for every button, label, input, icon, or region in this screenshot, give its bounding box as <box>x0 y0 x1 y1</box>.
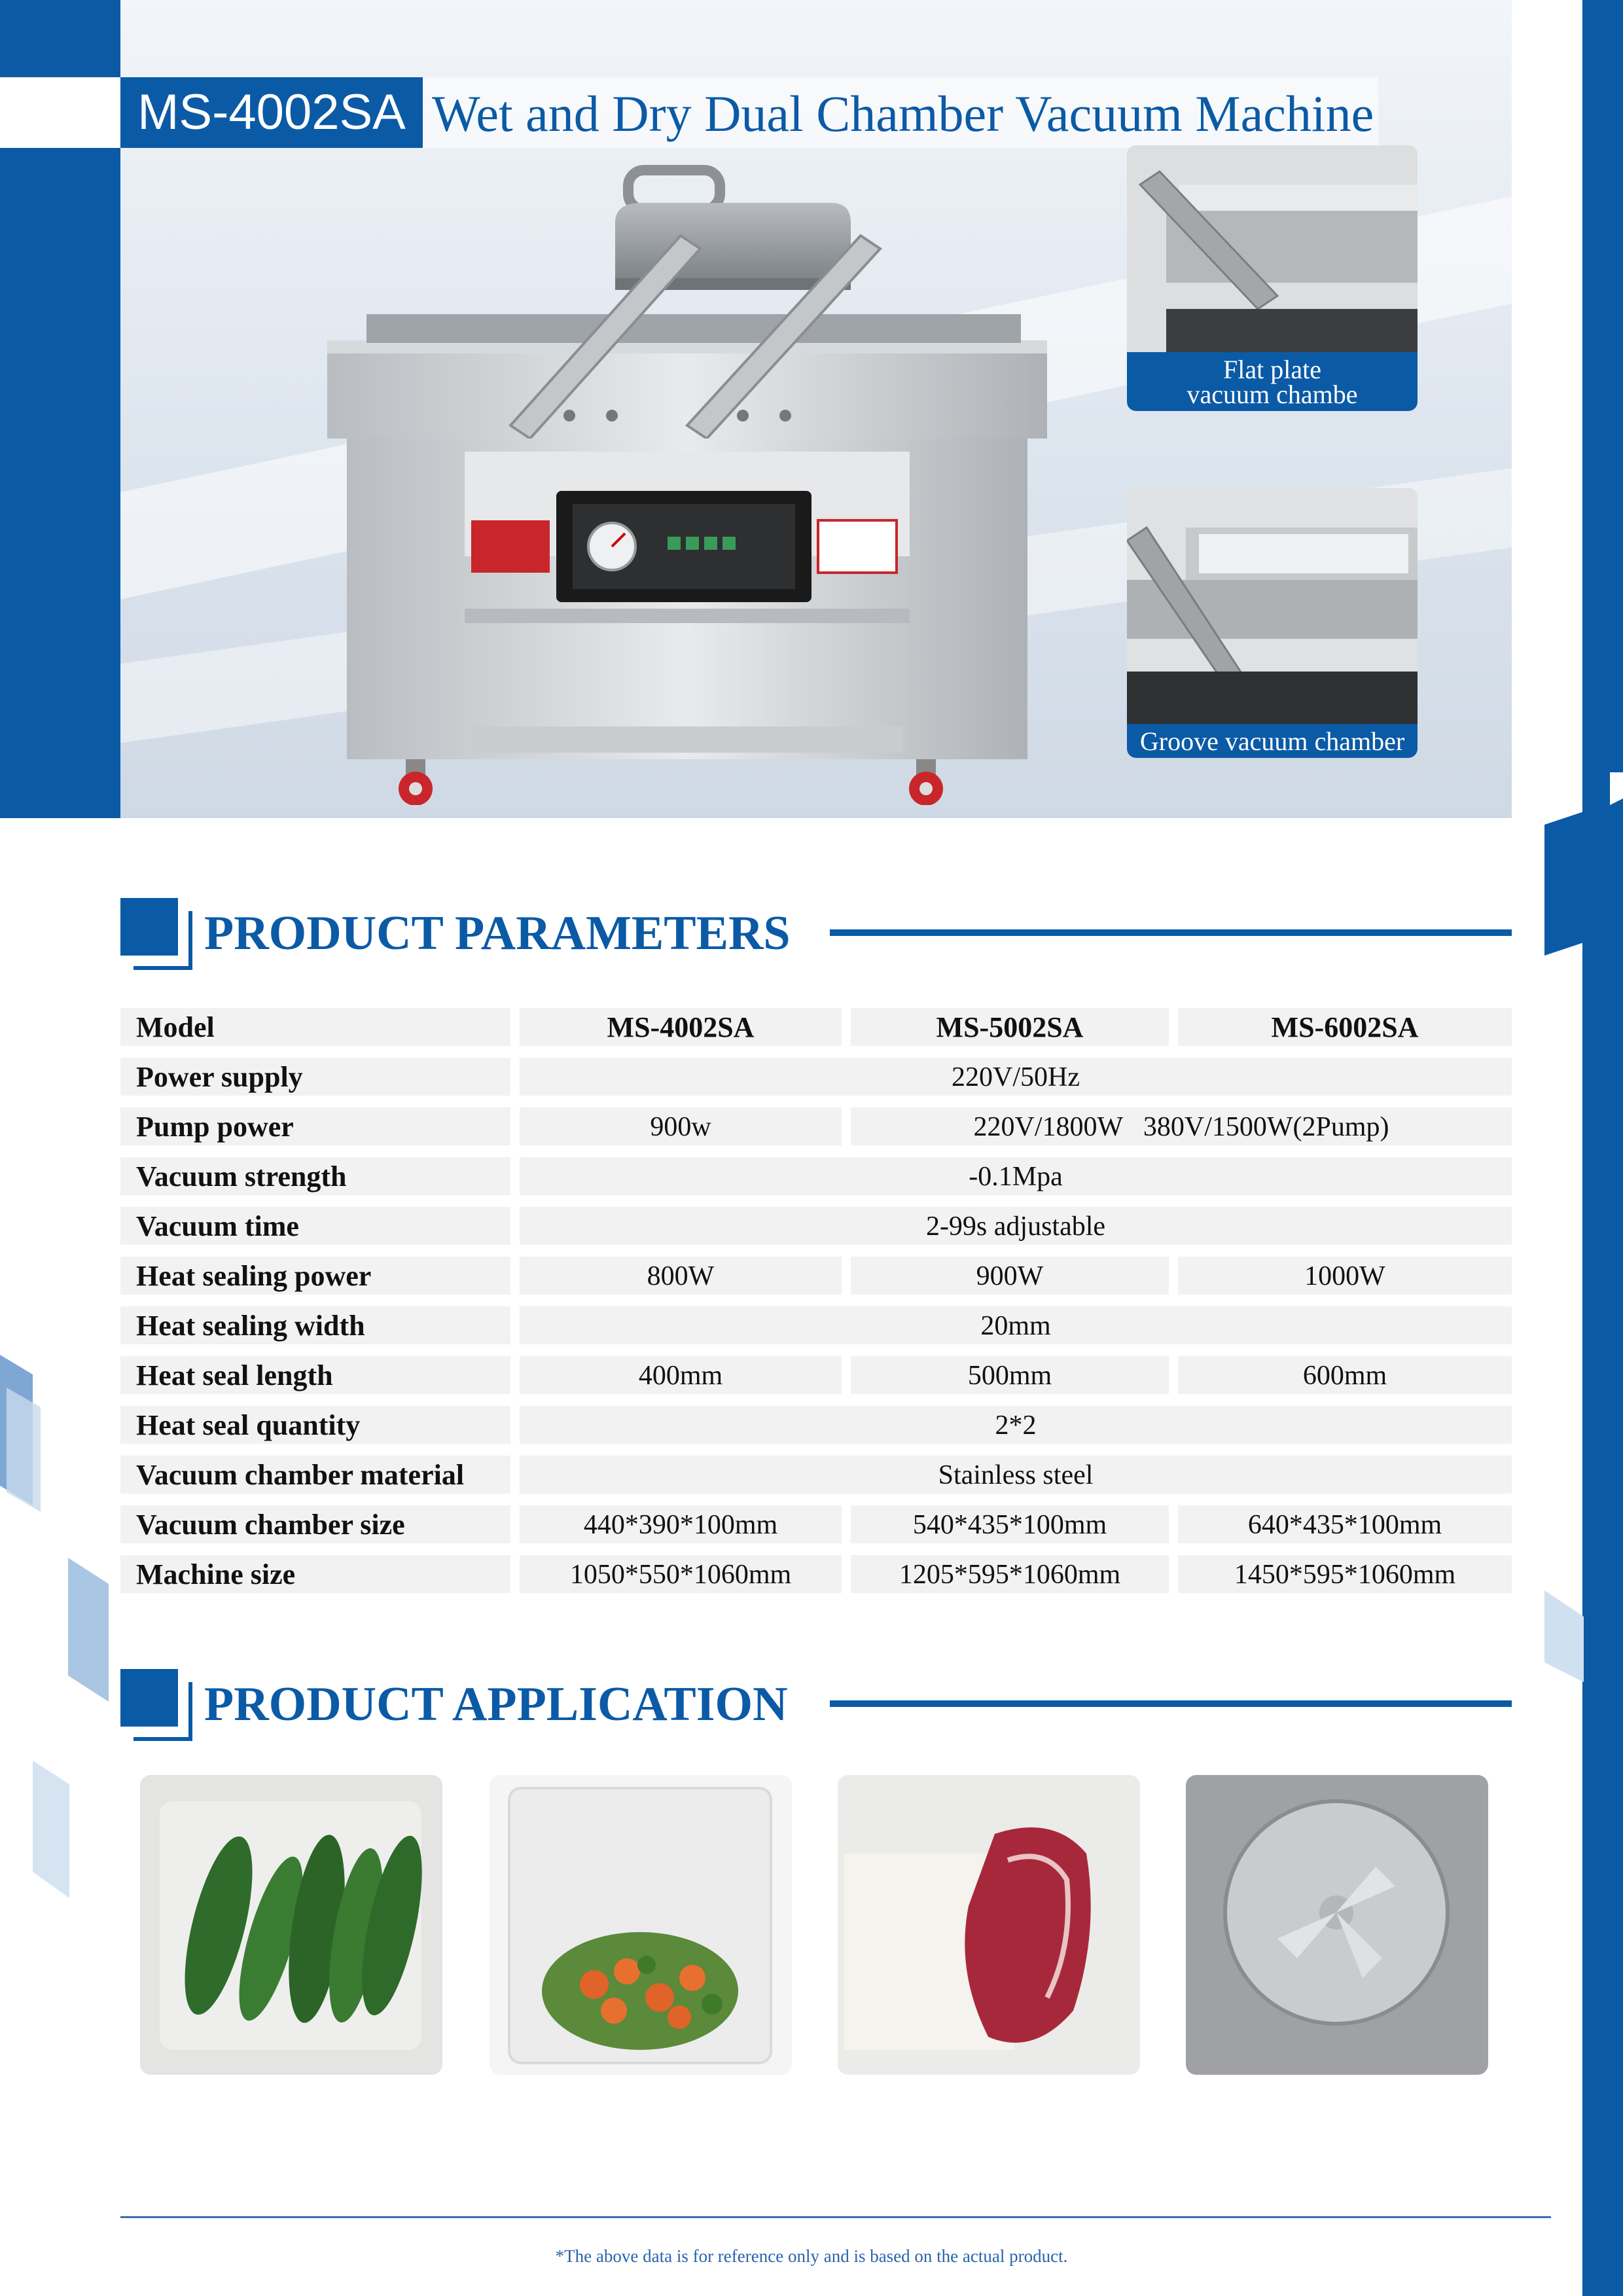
cucumbers-photo <box>140 1775 442 2075</box>
foil-bag-photo <box>1186 1775 1488 2075</box>
table-header-ms5002sa: MS-5002SA <box>851 1008 1169 1046</box>
vegetables-bag-photo <box>490 1775 792 2075</box>
meat-photo <box>838 1775 1140 2075</box>
row-heat-sealing-power-ms4002sa: 800W <box>520 1257 842 1295</box>
row-chamber-size-ms4002sa: 440*390*100mm <box>520 1505 842 1543</box>
row-heat-sealing-width-label: Heat sealing width <box>120 1306 510 1344</box>
row-heat-seal-quantity-label: Heat seal quantity <box>120 1406 510 1444</box>
table-header-ms6002sa: MS-6002SA <box>1178 1008 1512 1046</box>
row-pump-power-ms5002-6002: 220V/1800W 380V/1500W(2Pump) <box>851 1107 1512 1145</box>
row-heat-sealing-power-ms6002sa: 1000W <box>1178 1257 1512 1295</box>
row-vacuum-strength-value: -0.1Mpa <box>520 1157 1512 1195</box>
row-machine-size-ms6002sa: 1450*595*1060mm <box>1178 1555 1512 1593</box>
row-machine-size-ms5002sa: 1205*595*1060mm <box>851 1555 1169 1593</box>
row-heat-sealing-power-ms5002sa: 900W <box>851 1257 1169 1295</box>
row-vacuum-time-label: Vacuum time <box>120 1207 510 1245</box>
row-machine-size-ms4002sa: 1050*550*1060mm <box>520 1555 842 1593</box>
model-title: MS-4002SA <box>120 77 423 148</box>
row-power-supply-value: 220V/50Hz <box>520 1058 1512 1096</box>
flat-plate-caption-line1: Flat plate <box>1223 355 1321 384</box>
groove-caption-line1: Groove vacuum chamber <box>1139 726 1405 756</box>
row-heat-seal-length-ms5002sa: 500mm <box>851 1356 1169 1394</box>
table-header-ms4002sa: MS-4002SA <box>520 1008 842 1046</box>
table-header-model: Model <box>120 1008 510 1046</box>
row-machine-size-label: Machine size <box>120 1555 510 1593</box>
parameters-section-title: PRODUCT PARAMETERS <box>204 906 791 960</box>
row-power-supply-label: Power supply <box>120 1058 510 1096</box>
footer-rule <box>120 2216 1551 2218</box>
row-chamber-size-ms5002sa: 540*435*100mm <box>851 1505 1169 1543</box>
flat-plate-caption-line2: vacuum chambe <box>1186 380 1358 409</box>
application-section-icon <box>120 1669 191 1740</box>
row-chamber-material-label: Vacuum chamber material <box>120 1456 510 1494</box>
row-heat-seal-quantity-value: 2*2 <box>520 1406 1512 1444</box>
row-pump-power-label: Pump power <box>120 1107 510 1145</box>
row-heat-seal-length-ms6002sa: 600mm <box>1178 1356 1512 1394</box>
row-chamber-size-label: Vacuum chamber size <box>120 1505 510 1543</box>
row-heat-seal-length-ms4002sa: 400mm <box>520 1356 842 1394</box>
row-vacuum-strength-label: Vacuum strength <box>120 1157 510 1195</box>
row-pump-power-ms4002sa: 900w <box>520 1107 842 1145</box>
row-heat-seal-length-label: Heat seal length <box>120 1356 510 1394</box>
footer-disclaimer: *The above data is for reference only and is based on the actual product. <box>555 2246 1068 2266</box>
product-title: Wet and Dry Dual Chamber Vacuum Machine <box>432 85 1374 142</box>
row-chamber-material-value: Stainless steel <box>520 1456 1512 1494</box>
application-section-title: PRODUCT APPLICATION <box>204 1677 788 1731</box>
application-section-rule <box>830 1700 1512 1707</box>
row-vacuum-time-value: 2-99s adjustable <box>520 1207 1512 1245</box>
row-heat-sealing-power-label: Heat sealing power <box>120 1257 510 1295</box>
row-chamber-size-ms6002sa: 640*435*100mm <box>1178 1505 1512 1543</box>
row-heat-sealing-width-value: 20mm <box>520 1306 1512 1344</box>
